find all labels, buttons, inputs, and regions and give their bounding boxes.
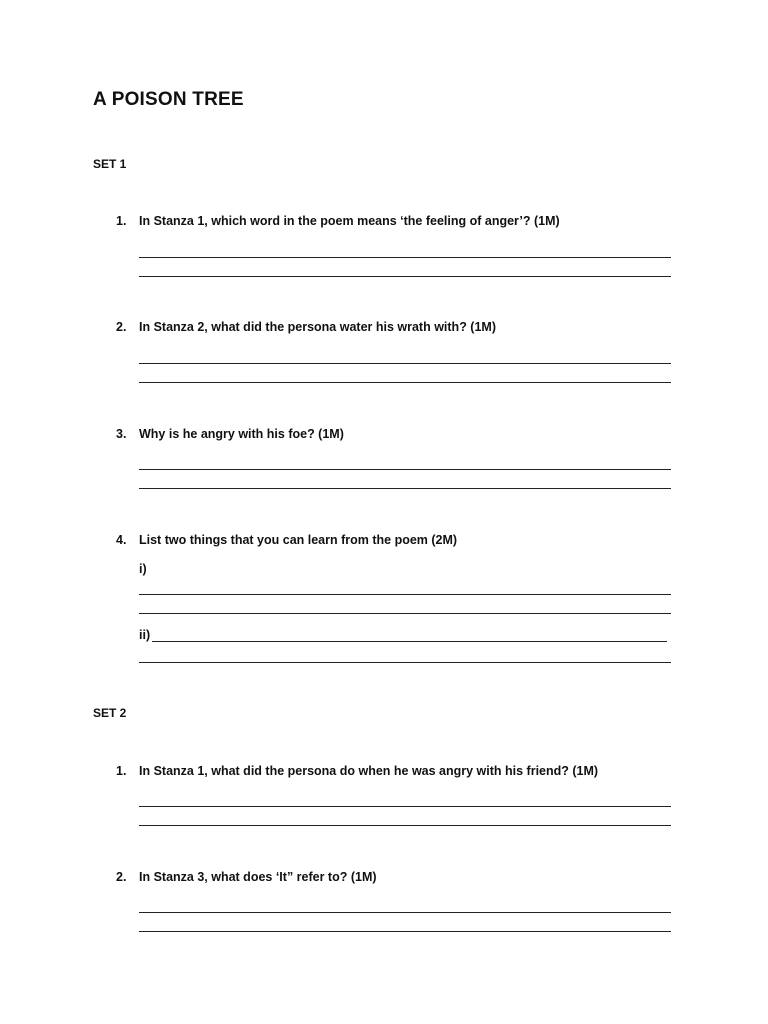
set-1-label: SET 1 — [93, 157, 127, 171]
question-text: In Stanza 3, what does ‘It” refer to? (1M) — [139, 870, 377, 884]
set1-question-2 — [116, 320, 496, 334]
question-number: 3. — [116, 427, 127, 441]
question-number: 1. — [116, 764, 127, 778]
sub-answer-ii-label: ii) — [139, 628, 151, 642]
set1-question-4 — [116, 533, 457, 547]
question-number: 4. — [116, 533, 127, 547]
set-2-label: SET 2 — [93, 706, 127, 720]
answer-line[interactable] — [139, 825, 671, 826]
sub-answer-i-label: i) — [139, 562, 147, 576]
set2-question-1 — [116, 764, 598, 778]
question-number: 2. — [116, 320, 127, 334]
set1-question-3 — [116, 427, 344, 441]
question-text: In Stanza 1, which word in the poem means ‘the feeling of anger’? (1M) — [139, 214, 560, 228]
question-number: 1. — [116, 214, 127, 228]
question-text: In Stanza 2, what did the persona water his wrath with? (1M) — [139, 320, 496, 334]
set1-question-1 — [116, 214, 560, 228]
set2-question-2 — [116, 870, 377, 884]
question-number: 2. — [116, 870, 127, 884]
answer-line[interactable] — [139, 594, 671, 595]
question-text: In Stanza 1, what did the persona do when he was angry with his friend? (1M) — [139, 764, 599, 778]
worksheet-title: A POISON TREE — [93, 89, 244, 110]
answer-line[interactable] — [139, 257, 671, 258]
answer-line[interactable] — [139, 931, 671, 932]
answer-line[interactable] — [139, 806, 671, 807]
question-text: List two things that you can learn from the poem (2M) — [139, 533, 458, 547]
answer-line[interactable] — [139, 469, 671, 470]
answer-line[interactable] — [139, 363, 671, 364]
question-text: Why is he angry with his foe? (1M) — [139, 427, 344, 441]
answer-line[interactable] — [139, 276, 671, 277]
answer-line[interactable] — [139, 382, 671, 383]
answer-line[interactable] — [139, 488, 671, 489]
answer-line[interactable] — [139, 912, 671, 913]
answer-line[interactable] — [152, 641, 667, 642]
answer-line[interactable] — [139, 662, 671, 663]
answer-line[interactable] — [139, 613, 671, 614]
